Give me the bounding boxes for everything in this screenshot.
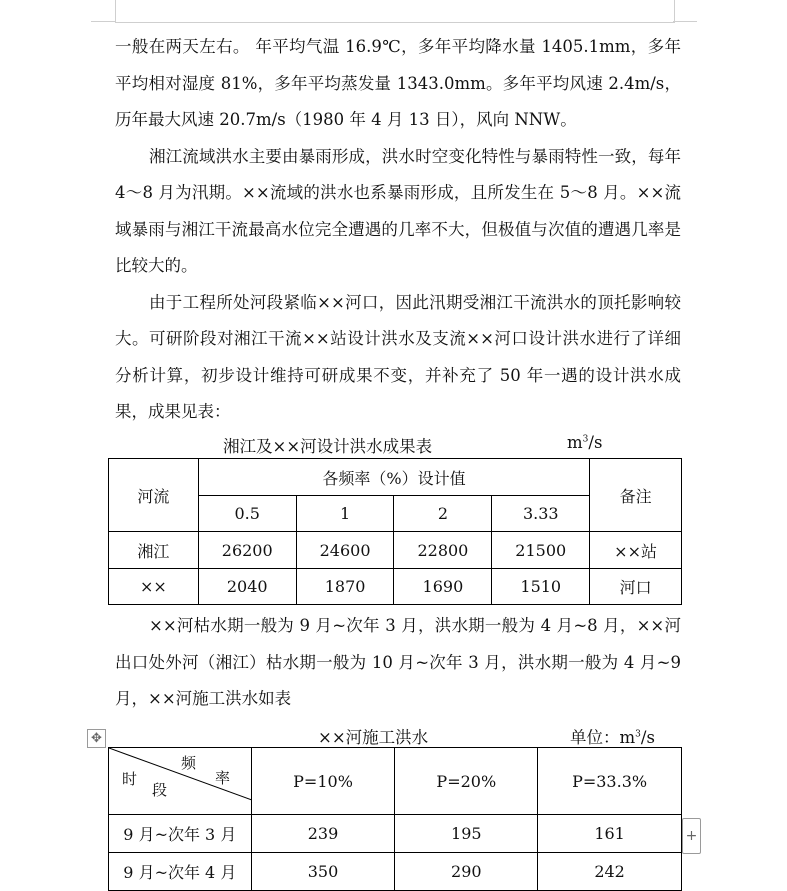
header-frequency-group: 各频率（%）设计值 (198, 459, 589, 496)
diag-label-rate: 率 (215, 769, 231, 787)
cell-period: 9 月~次年 4 月 (109, 853, 252, 891)
table-row (109, 569, 682, 605)
table2-caption (115, 722, 681, 750)
table2-title: ××河施工洪水 (318, 728, 429, 747)
diag-label-time: 时 (122, 770, 138, 788)
table-row (109, 532, 682, 569)
cell-value: 24600 (296, 532, 394, 569)
header-note: 备注 (590, 459, 682, 532)
header-freq: 1 (296, 496, 394, 532)
header-p20: P=20% (395, 748, 538, 815)
header-freq: 3.33 (492, 496, 590, 532)
diag-label-period: 段 (152, 781, 168, 799)
cell-note: ××站 (590, 532, 682, 569)
add-row-plus-icon[interactable]: + (682, 818, 701, 854)
cell-value: 195 (395, 815, 538, 853)
table-row (109, 853, 682, 891)
cell-value: 1510 (492, 569, 590, 605)
page-corner-mark-left (91, 21, 115, 22)
cell-value: 239 (251, 815, 395, 853)
cell-river: 湘江 (109, 532, 199, 569)
cell-value: 290 (395, 853, 538, 891)
cell-value: 242 (538, 853, 682, 891)
header-freq: 2 (394, 496, 492, 532)
design-flood-table (108, 458, 682, 605)
paragraph-flood-origin: 湘江流域洪水主要由暴雨形成，洪水时空变化特性与暴雨特性一致，每年 4～8 月为汛期。××流域的洪水也系暴雨形成，且所发生在 5～8 月。××流域暴雨与湘江干流最高水位完全遭遇的几率不大，但极值与次值的遭遇几率是比较大的。 (115, 146, 681, 275)
header-p10: P=10% (251, 748, 395, 815)
table1-unit: $m^3/s$ (567, 432, 603, 452)
table1-caption (115, 431, 681, 459)
table1-title: 湘江及××河设计洪水成果表 (223, 436, 433, 456)
diag-label-freq: 频 (181, 754, 197, 772)
table-move-handle-icon[interactable]: ✥ (87, 729, 106, 748)
header-diagonal-cell (109, 748, 252, 815)
paragraph-climate: 一般在两天左右。 年平均气温 16.9℃，多年平均降水量 1405.1mm，多年平均相对湿度 81%，多年平均蒸发量 1343.0mm。多年平均风速 2.4m/s，历年最大风速 20.7m/s（1980 年 4 月 13 日），风向 NNW。 (115, 37, 681, 129)
document-body (115, 29, 681, 459)
cell-value: 1870 (296, 569, 394, 605)
table-row (109, 815, 682, 853)
cell-value: 161 (538, 815, 682, 853)
document-body-continued (115, 608, 681, 718)
page-top-edge (115, 0, 675, 23)
paragraph-design-flood: 由于工程所处河段紧临××河口，因此汛期受湘江干流洪水的顶托影响较大。可研阶段对湘江干流××站设计洪水及支流××河口设计洪水进行了详细分析计算，初步设计维持可研成果不变，并补充了 50 年一遇的设计洪水成果，成果见表： (115, 292, 681, 421)
table2-unit: 单位：$m^3/s$ (570, 728, 655, 747)
page-corner-mark-right (673, 21, 697, 22)
cell-value: 2040 (198, 569, 296, 605)
cell-value: 22800 (394, 532, 492, 569)
cell-note: 河口 (590, 569, 682, 605)
header-freq: 0.5 (198, 496, 296, 532)
header-river: 河流 (109, 459, 199, 532)
cell-value: 1690 (394, 569, 492, 605)
cell-value: 26200 (198, 532, 296, 569)
header-p33: P=33.3% (538, 748, 682, 815)
construction-flood-table (108, 747, 682, 891)
cell-river: ×× (109, 569, 199, 605)
cell-period: 9 月~次年 3 月 (109, 815, 252, 853)
cell-value: 21500 (492, 532, 590, 569)
cell-value: 350 (251, 853, 395, 891)
paragraph-construction-flood: ××河枯水期一般为 9 月~次年 3 月，洪水期一般为 4 月~8 月，××河出口处外河（湘江）枯水期一般为 10 月~次年 3 月，洪水期一般为 4 月~9 月，××河施工洪水如表 (115, 616, 681, 708)
